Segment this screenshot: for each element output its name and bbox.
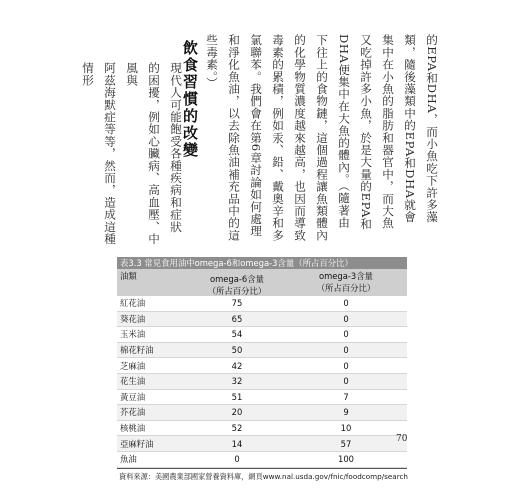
section-text-block bbox=[81, 62, 187, 247]
cell-omega3: 0 bbox=[343, 313, 349, 324]
text-column: 阿茲海默症等等，然而，造成這種情形 bbox=[81, 62, 117, 245]
table-row bbox=[117, 343, 407, 359]
table-row bbox=[117, 405, 407, 421]
table-source: 資料來源：美國農業部國家營養資料庫，網頁www.nal.usda.gov/fnic/foodcomp/search bbox=[119, 471, 408, 481]
body-text-block bbox=[205, 34, 443, 244]
text-column: 氯聯苯。我們會在第6章討論如何處理 bbox=[249, 34, 263, 238]
cell-oil: 葵花油 bbox=[120, 313, 146, 324]
text-column: 和淨化魚油，以去除魚油補充品中的這 bbox=[227, 34, 241, 242]
header-omega3-line2: （所占百分比） bbox=[316, 283, 376, 293]
cell-omega3: 0 bbox=[343, 376, 349, 387]
cell-omega3: 0 bbox=[343, 329, 349, 340]
table-row bbox=[117, 421, 407, 437]
cell-omega3: 57 bbox=[340, 438, 352, 449]
text-column: 類，隨後藻類中的EPA和DHA就會 bbox=[403, 34, 417, 224]
text-column: 毒素的累積，例如汞、鉛、戴奧辛和多 bbox=[271, 34, 285, 242]
cell-oil: 魚油 bbox=[120, 454, 137, 465]
cell-omega6: 54 bbox=[231, 329, 243, 340]
header-omega6 bbox=[189, 269, 285, 296]
text-column: 現代人可能飽受各種疾病和症狀 bbox=[169, 62, 183, 233]
cell-oil: 玉米油 bbox=[120, 329, 146, 340]
text-column: DHA便集中在大魚的體內。（隨著由 bbox=[337, 34, 351, 229]
cell-oil: 核桃油 bbox=[120, 423, 146, 434]
cell-omega3: 0 bbox=[343, 298, 349, 309]
table-row bbox=[117, 327, 407, 343]
cell-omega6: 75 bbox=[231, 298, 243, 309]
header-oil: 油類 bbox=[120, 271, 137, 281]
cell-omega3: 0 bbox=[343, 360, 349, 371]
table-row bbox=[117, 296, 407, 312]
table-caption: 表3.3 常見食用油中omega-6和omega-3含量（所占百分比） bbox=[117, 257, 407, 269]
table-row bbox=[117, 374, 407, 390]
cell-oil: 亞麻籽油 bbox=[120, 438, 154, 449]
cell-omega6: 52 bbox=[231, 423, 243, 434]
cell-oil: 棉花籽油 bbox=[120, 345, 154, 356]
text-column: 的EPA和DHA，而小魚吃下許多藻 bbox=[425, 34, 439, 224]
cell-oil: 芝麻油 bbox=[120, 360, 146, 371]
cell-omega3: 7 bbox=[343, 391, 349, 402]
cell-omega6: 42 bbox=[231, 360, 243, 371]
table-row bbox=[117, 436, 407, 452]
page-number: 70 bbox=[396, 434, 408, 444]
text-column: 集中在小魚的脂肪和器官中，而大魚 bbox=[381, 34, 395, 230]
cell-omega3: 9 bbox=[343, 407, 349, 418]
cell-omega6: 0 bbox=[234, 454, 240, 465]
text-column: 下往上的食物鏈，這個過程讓魚類體內 bbox=[315, 34, 329, 242]
cell-omega6: 20 bbox=[231, 407, 243, 418]
table-header bbox=[117, 269, 407, 296]
table-row bbox=[117, 312, 407, 328]
table-row bbox=[117, 452, 407, 468]
cell-omega6: 51 bbox=[231, 391, 243, 402]
header-omega3 bbox=[285, 269, 407, 296]
cell-oil: 黃豆油 bbox=[120, 391, 146, 402]
cell-oil: 花生油 bbox=[120, 376, 146, 387]
header-omega3-line1: omega-3含量 bbox=[319, 271, 373, 281]
table-row bbox=[117, 358, 407, 374]
cell-omega6: 32 bbox=[231, 376, 243, 387]
text-column: 些毒素。） bbox=[205, 34, 219, 90]
oil-omega-table bbox=[117, 257, 407, 482]
cell-omega3: 100 bbox=[338, 454, 354, 465]
text-column: 的困擾，例如心臟病、高血壓、中風與 bbox=[125, 62, 161, 245]
header-omega6-line2: （所占百分比） bbox=[207, 286, 267, 296]
text-column: 又吃掉許多小魚，於是大量的EPA和 bbox=[359, 34, 373, 231]
cell-omega3: 0 bbox=[343, 345, 349, 356]
table-row bbox=[117, 390, 407, 406]
cell-omega6: 14 bbox=[231, 438, 243, 449]
header-omega6-line1: omega-6含量 bbox=[210, 274, 264, 284]
cell-omega6: 50 bbox=[231, 345, 243, 356]
cell-omega3: 10 bbox=[340, 423, 352, 434]
cell-oil: 芥花油 bbox=[120, 407, 146, 418]
cell-oil: 紅花油 bbox=[120, 298, 146, 309]
cell-omega6: 65 bbox=[231, 313, 243, 324]
text-column: 的化學物質濃度越來越高，也因而導致 bbox=[293, 34, 307, 242]
section-heading: 飲食習慣的改變 bbox=[181, 40, 199, 159]
